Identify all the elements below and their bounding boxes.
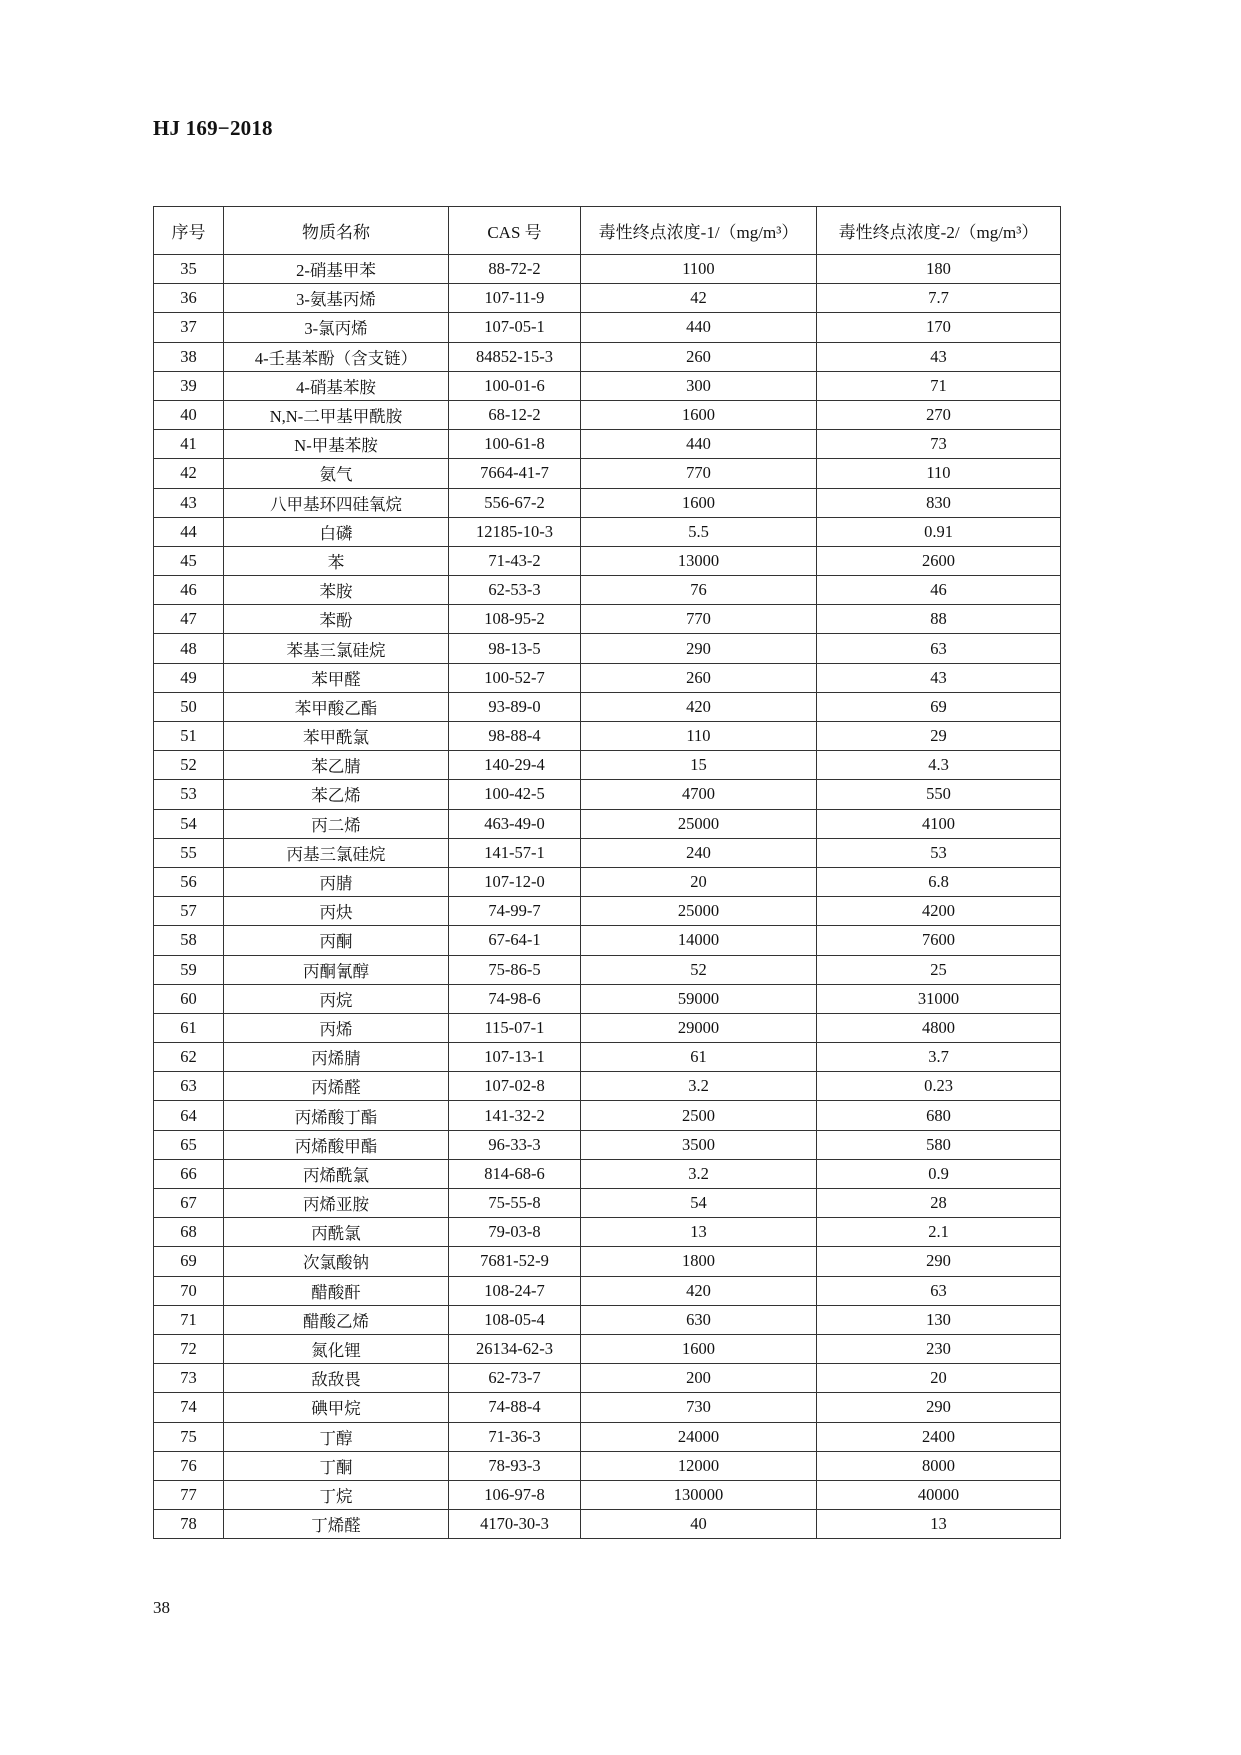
cell-cas-number: 107-12-0 <box>449 867 581 896</box>
cell-substance-name: 丙烯 <box>224 1013 449 1042</box>
cell-toxic-endpoint-2: 63 <box>817 634 1061 663</box>
cell-substance-name: 苯胺 <box>224 576 449 605</box>
cell-toxic-endpoint-1: 3.2 <box>581 1072 817 1101</box>
table-row <box>154 546 1061 575</box>
cell-substance-name: 丙酮 <box>224 926 449 955</box>
cell-cas-number: 7681-52-9 <box>449 1247 581 1276</box>
cell-toxic-endpoint-1: 25000 <box>581 809 817 838</box>
cell-cas-number: 74-99-7 <box>449 897 581 926</box>
cell-cas-number: 75-86-5 <box>449 955 581 984</box>
cell-substance-name: 醋酸乙烯 <box>224 1305 449 1334</box>
cell-serial-number: 68 <box>154 1218 224 1247</box>
toxicity-endpoint-table <box>153 206 1061 1539</box>
cell-toxic-endpoint-1: 3.2 <box>581 1159 817 1188</box>
cell-cas-number: 74-98-6 <box>449 984 581 1013</box>
cell-substance-name: 2-硝基甲苯 <box>224 255 449 284</box>
cell-cas-number: 88-72-2 <box>449 255 581 284</box>
cell-cas-number: 7664-41-7 <box>449 459 581 488</box>
cell-serial-number: 70 <box>154 1276 224 1305</box>
table-row <box>154 1247 1061 1276</box>
table-row <box>154 1159 1061 1188</box>
cell-toxic-endpoint-1: 240 <box>581 838 817 867</box>
cell-serial-number: 56 <box>154 867 224 896</box>
cell-serial-number: 49 <box>154 663 224 692</box>
cell-substance-name: 碘甲烷 <box>224 1393 449 1422</box>
cell-toxic-endpoint-1: 12000 <box>581 1451 817 1480</box>
cell-serial-number: 37 <box>154 313 224 342</box>
cell-cas-number: 141-57-1 <box>449 838 581 867</box>
page-number: 38 <box>153 1598 170 1617</box>
table-row <box>154 400 1061 429</box>
cell-serial-number: 65 <box>154 1130 224 1159</box>
cell-toxic-endpoint-2: 13 <box>817 1510 1061 1539</box>
cell-substance-name: 丙基三氯硅烷 <box>224 838 449 867</box>
cell-toxic-endpoint-2: 550 <box>817 780 1061 809</box>
table-row <box>154 371 1061 400</box>
cell-serial-number: 51 <box>154 722 224 751</box>
cell-toxic-endpoint-1: 420 <box>581 1276 817 1305</box>
cell-substance-name: 丙烯醛 <box>224 1072 449 1101</box>
cell-toxic-endpoint-1: 110 <box>581 722 817 751</box>
cell-toxic-endpoint-2: 69 <box>817 692 1061 721</box>
cell-toxic-endpoint-1: 260 <box>581 342 817 371</box>
cell-cas-number: 78-93-3 <box>449 1451 581 1480</box>
cell-serial-number: 59 <box>154 955 224 984</box>
cell-serial-number: 76 <box>154 1451 224 1480</box>
cell-substance-name: 丙二烯 <box>224 809 449 838</box>
cell-toxic-endpoint-1: 20 <box>581 867 817 896</box>
cell-cas-number: 62-73-7 <box>449 1364 581 1393</box>
cell-toxic-endpoint-1: 440 <box>581 313 817 342</box>
cell-serial-number: 62 <box>154 1043 224 1072</box>
cell-toxic-endpoint-1: 1100 <box>581 255 817 284</box>
cell-cas-number: 98-88-4 <box>449 722 581 751</box>
cell-cas-number: 74-88-4 <box>449 1393 581 1422</box>
cell-toxic-endpoint-1: 24000 <box>581 1422 817 1451</box>
cell-toxic-endpoint-1: 630 <box>581 1305 817 1334</box>
cell-toxic-endpoint-1: 130000 <box>581 1480 817 1509</box>
cell-toxic-endpoint-2: 63 <box>817 1276 1061 1305</box>
table-row <box>154 838 1061 867</box>
table-row <box>154 867 1061 896</box>
cell-cas-number: 71-36-3 <box>449 1422 581 1451</box>
table-row <box>154 255 1061 284</box>
cell-substance-name: 苯甲醛 <box>224 663 449 692</box>
cell-toxic-endpoint-2: 25 <box>817 955 1061 984</box>
cell-toxic-endpoint-2: 170 <box>817 313 1061 342</box>
cell-toxic-endpoint-1: 290 <box>581 634 817 663</box>
cell-substance-name: 丙腈 <box>224 867 449 896</box>
cell-cas-number: 68-12-2 <box>449 400 581 429</box>
cell-cas-number: 140-29-4 <box>449 751 581 780</box>
cell-toxic-endpoint-2: 28 <box>817 1189 1061 1218</box>
table-row <box>154 722 1061 751</box>
table-row <box>154 430 1061 459</box>
table-row <box>154 809 1061 838</box>
cell-substance-name: 3-氨基丙烯 <box>224 284 449 313</box>
cell-serial-number: 63 <box>154 1072 224 1101</box>
cell-substance-name: 八甲基环四硅氧烷 <box>224 488 449 517</box>
cell-serial-number: 38 <box>154 342 224 371</box>
cell-toxic-endpoint-2: 88 <box>817 605 1061 634</box>
cell-toxic-endpoint-2: 20 <box>817 1364 1061 1393</box>
cell-cas-number: 106-97-8 <box>449 1480 581 1509</box>
cell-serial-number: 75 <box>154 1422 224 1451</box>
table-row <box>154 751 1061 780</box>
table-row <box>154 1451 1061 1480</box>
cell-toxic-endpoint-2: 8000 <box>817 1451 1061 1480</box>
cell-serial-number: 41 <box>154 430 224 459</box>
cell-cas-number: 62-53-3 <box>449 576 581 605</box>
cell-substance-name: 醋酸酐 <box>224 1276 449 1305</box>
cell-toxic-endpoint-2: 4.3 <box>817 751 1061 780</box>
table-row <box>154 1072 1061 1101</box>
cell-toxic-endpoint-2: 290 <box>817 1247 1061 1276</box>
table-row <box>154 1364 1061 1393</box>
cell-substance-name: 4-壬基苯酚（含支链） <box>224 342 449 371</box>
cell-substance-name: 丁醇 <box>224 1422 449 1451</box>
cell-cas-number: 98-13-5 <box>449 634 581 663</box>
cell-toxic-endpoint-2: 2400 <box>817 1422 1061 1451</box>
cell-substance-name: 3-氯丙烯 <box>224 313 449 342</box>
cell-substance-name: 丙酰氯 <box>224 1218 449 1247</box>
cell-cas-number: 67-64-1 <box>449 926 581 955</box>
cell-serial-number: 52 <box>154 751 224 780</box>
header-toxic-endpoint-2: 毒性终点浓度-2/（mg/m³） <box>817 207 1061 255</box>
cell-toxic-endpoint-1: 14000 <box>581 926 817 955</box>
cell-cas-number: 96-33-3 <box>449 1130 581 1159</box>
cell-serial-number: 45 <box>154 546 224 575</box>
table-row <box>154 1013 1061 1042</box>
cell-serial-number: 39 <box>154 371 224 400</box>
cell-toxic-endpoint-2: 110 <box>817 459 1061 488</box>
table-row <box>154 1334 1061 1363</box>
cell-cas-number: 100-01-6 <box>449 371 581 400</box>
table-row <box>154 605 1061 634</box>
cell-toxic-endpoint-1: 25000 <box>581 897 817 926</box>
cell-toxic-endpoint-2: 43 <box>817 342 1061 371</box>
cell-toxic-endpoint-1: 54 <box>581 1189 817 1218</box>
cell-serial-number: 36 <box>154 284 224 313</box>
table-row <box>154 1480 1061 1509</box>
cell-toxic-endpoint-2: 680 <box>817 1101 1061 1130</box>
cell-cas-number: 115-07-1 <box>449 1013 581 1042</box>
cell-toxic-endpoint-1: 1800 <box>581 1247 817 1276</box>
table-row <box>154 342 1061 371</box>
cell-toxic-endpoint-2: 580 <box>817 1130 1061 1159</box>
table-row <box>154 780 1061 809</box>
table-row <box>154 1276 1061 1305</box>
cell-toxic-endpoint-1: 440 <box>581 430 817 459</box>
cell-cas-number: 107-13-1 <box>449 1043 581 1072</box>
cell-serial-number: 78 <box>154 1510 224 1539</box>
cell-cas-number: 71-43-2 <box>449 546 581 575</box>
cell-toxic-endpoint-1: 1600 <box>581 488 817 517</box>
header-serial-number: 序号 <box>154 207 224 255</box>
cell-toxic-endpoint-2: 6.8 <box>817 867 1061 896</box>
cell-toxic-endpoint-1: 42 <box>581 284 817 313</box>
cell-cas-number: 12185-10-3 <box>449 517 581 546</box>
cell-toxic-endpoint-1: 260 <box>581 663 817 692</box>
cell-toxic-endpoint-1: 770 <box>581 605 817 634</box>
cell-serial-number: 53 <box>154 780 224 809</box>
cell-serial-number: 50 <box>154 692 224 721</box>
cell-substance-name: 苯酚 <box>224 605 449 634</box>
cell-substance-name: 丙烯腈 <box>224 1043 449 1072</box>
table-row <box>154 576 1061 605</box>
cell-substance-name: 丙烯酰氯 <box>224 1159 449 1188</box>
cell-toxic-endpoint-1: 13 <box>581 1218 817 1247</box>
cell-serial-number: 73 <box>154 1364 224 1393</box>
cell-substance-name: 苯甲酸乙酯 <box>224 692 449 721</box>
cell-toxic-endpoint-1: 4700 <box>581 780 817 809</box>
cell-toxic-endpoint-1: 52 <box>581 955 817 984</box>
cell-toxic-endpoint-2: 830 <box>817 488 1061 517</box>
cell-toxic-endpoint-1: 29000 <box>581 1013 817 1042</box>
table-row <box>154 488 1061 517</box>
cell-serial-number: 44 <box>154 517 224 546</box>
table-row <box>154 1422 1061 1451</box>
cell-cas-number: 141-32-2 <box>449 1101 581 1130</box>
cell-toxic-endpoint-2: 73 <box>817 430 1061 459</box>
table-row <box>154 955 1061 984</box>
cell-cas-number: 556-67-2 <box>449 488 581 517</box>
cell-cas-number: 4170-30-3 <box>449 1510 581 1539</box>
cell-toxic-endpoint-1: 5.5 <box>581 517 817 546</box>
table-row <box>154 517 1061 546</box>
cell-toxic-endpoint-1: 200 <box>581 1364 817 1393</box>
cell-substance-name: 丙炔 <box>224 897 449 926</box>
cell-toxic-endpoint-2: 180 <box>817 255 1061 284</box>
cell-substance-name: 敌敌畏 <box>224 1364 449 1393</box>
document-code: HJ 169−2018 <box>153 116 273 140</box>
cell-toxic-endpoint-2: 270 <box>817 400 1061 429</box>
table-row <box>154 1101 1061 1130</box>
cell-substance-name: 丙烯酸丁酯 <box>224 1101 449 1130</box>
cell-toxic-endpoint-1: 420 <box>581 692 817 721</box>
cell-toxic-endpoint-2: 53 <box>817 838 1061 867</box>
cell-serial-number: 74 <box>154 1393 224 1422</box>
cell-toxic-endpoint-2: 46 <box>817 576 1061 605</box>
cell-toxic-endpoint-1: 76 <box>581 576 817 605</box>
cell-serial-number: 35 <box>154 255 224 284</box>
cell-toxic-endpoint-2: 4200 <box>817 897 1061 926</box>
cell-serial-number: 43 <box>154 488 224 517</box>
cell-substance-name: 氨气 <box>224 459 449 488</box>
cell-toxic-endpoint-1: 730 <box>581 1393 817 1422</box>
cell-toxic-endpoint-2: 290 <box>817 1393 1061 1422</box>
cell-serial-number: 46 <box>154 576 224 605</box>
cell-serial-number: 47 <box>154 605 224 634</box>
cell-toxic-endpoint-1: 59000 <box>581 984 817 1013</box>
cell-cas-number: 108-95-2 <box>449 605 581 634</box>
cell-toxic-endpoint-2: 0.91 <box>817 517 1061 546</box>
table-row <box>154 1130 1061 1159</box>
cell-toxic-endpoint-2: 3.7 <box>817 1043 1061 1072</box>
cell-serial-number: 61 <box>154 1013 224 1042</box>
table-row <box>154 313 1061 342</box>
cell-toxic-endpoint-1: 2500 <box>581 1101 817 1130</box>
cell-substance-name: 苯基三氯硅烷 <box>224 634 449 663</box>
cell-toxic-endpoint-1: 40 <box>581 1510 817 1539</box>
cell-toxic-endpoint-2: 4100 <box>817 809 1061 838</box>
cell-substance-name: 丙烯酸甲酯 <box>224 1130 449 1159</box>
cell-toxic-endpoint-2: 29 <box>817 722 1061 751</box>
table-row <box>154 284 1061 313</box>
header-cas-number: CAS 号 <box>449 207 581 255</box>
table-row <box>154 634 1061 663</box>
cell-toxic-endpoint-1: 15 <box>581 751 817 780</box>
table-row <box>154 1393 1061 1422</box>
table-row <box>154 926 1061 955</box>
cell-cas-number: 75-55-8 <box>449 1189 581 1218</box>
cell-substance-name: 丁烷 <box>224 1480 449 1509</box>
header-substance-name: 物质名称 <box>224 207 449 255</box>
cell-substance-name: 丙烷 <box>224 984 449 1013</box>
cell-toxic-endpoint-2: 4800 <box>817 1013 1061 1042</box>
cell-serial-number: 64 <box>154 1101 224 1130</box>
cell-cas-number: 100-52-7 <box>449 663 581 692</box>
table-header-row <box>154 207 1061 255</box>
table-row <box>154 1305 1061 1334</box>
cell-cas-number: 814-68-6 <box>449 1159 581 1188</box>
cell-toxic-endpoint-2: 7.7 <box>817 284 1061 313</box>
cell-toxic-endpoint-2: 2.1 <box>817 1218 1061 1247</box>
cell-substance-name: 苯 <box>224 546 449 575</box>
table-row <box>154 692 1061 721</box>
cell-toxic-endpoint-2: 230 <box>817 1334 1061 1363</box>
cell-substance-name: 白磷 <box>224 517 449 546</box>
cell-cas-number: 463-49-0 <box>449 809 581 838</box>
cell-serial-number: 67 <box>154 1189 224 1218</box>
cell-serial-number: 42 <box>154 459 224 488</box>
cell-cas-number: 79-03-8 <box>449 1218 581 1247</box>
cell-cas-number: 100-42-5 <box>449 780 581 809</box>
cell-serial-number: 57 <box>154 897 224 926</box>
cell-serial-number: 69 <box>154 1247 224 1276</box>
cell-cas-number: 107-02-8 <box>449 1072 581 1101</box>
cell-toxic-endpoint-1: 3500 <box>581 1130 817 1159</box>
cell-toxic-endpoint-1: 61 <box>581 1043 817 1072</box>
cell-serial-number: 48 <box>154 634 224 663</box>
cell-substance-name: N-甲基苯胺 <box>224 430 449 459</box>
cell-serial-number: 55 <box>154 838 224 867</box>
cell-toxic-endpoint-2: 0.23 <box>817 1072 1061 1101</box>
cell-toxic-endpoint-2: 43 <box>817 663 1061 692</box>
cell-substance-name: 丙酮氰醇 <box>224 955 449 984</box>
cell-toxic-endpoint-1: 13000 <box>581 546 817 575</box>
cell-cas-number: 108-05-4 <box>449 1305 581 1334</box>
cell-serial-number: 72 <box>154 1334 224 1363</box>
cell-cas-number: 93-89-0 <box>449 692 581 721</box>
cell-substance-name: N,N-二甲基甲酰胺 <box>224 400 449 429</box>
table-row <box>154 663 1061 692</box>
cell-toxic-endpoint-2: 7600 <box>817 926 1061 955</box>
cell-substance-name: 丁酮 <box>224 1451 449 1480</box>
cell-serial-number: 66 <box>154 1159 224 1188</box>
cell-substance-name: 丁烯醛 <box>224 1510 449 1539</box>
table-row <box>154 459 1061 488</box>
cell-substance-name: 4-硝基苯胺 <box>224 371 449 400</box>
cell-toxic-endpoint-1: 300 <box>581 371 817 400</box>
cell-serial-number: 77 <box>154 1480 224 1509</box>
cell-toxic-endpoint-2: 31000 <box>817 984 1061 1013</box>
cell-toxic-endpoint-2: 2600 <box>817 546 1061 575</box>
cell-cas-number: 84852-15-3 <box>449 342 581 371</box>
cell-toxic-endpoint-2: 130 <box>817 1305 1061 1334</box>
cell-serial-number: 71 <box>154 1305 224 1334</box>
cell-substance-name: 苯甲酰氯 <box>224 722 449 751</box>
cell-substance-name: 氮化锂 <box>224 1334 449 1363</box>
cell-cas-number: 108-24-7 <box>449 1276 581 1305</box>
cell-cas-number: 26134-62-3 <box>449 1334 581 1363</box>
cell-cas-number: 107-05-1 <box>449 313 581 342</box>
table-row <box>154 1189 1061 1218</box>
cell-cas-number: 100-61-8 <box>449 430 581 459</box>
cell-toxic-endpoint-1: 1600 <box>581 400 817 429</box>
cell-serial-number: 40 <box>154 400 224 429</box>
cell-substance-name: 丙烯亚胺 <box>224 1189 449 1218</box>
table-row <box>154 1043 1061 1072</box>
cell-serial-number: 54 <box>154 809 224 838</box>
table-row <box>154 897 1061 926</box>
cell-toxic-endpoint-1: 770 <box>581 459 817 488</box>
cell-substance-name: 次氯酸钠 <box>224 1247 449 1276</box>
cell-serial-number: 58 <box>154 926 224 955</box>
cell-toxic-endpoint-2: 71 <box>817 371 1061 400</box>
cell-substance-name: 苯乙腈 <box>224 751 449 780</box>
table-row <box>154 1510 1061 1539</box>
cell-serial-number: 60 <box>154 984 224 1013</box>
cell-cas-number: 107-11-9 <box>449 284 581 313</box>
table-row <box>154 1218 1061 1247</box>
cell-substance-name: 苯乙烯 <box>224 780 449 809</box>
header-toxic-endpoint-1: 毒性终点浓度-1/（mg/m³） <box>581 207 817 255</box>
table-row <box>154 984 1061 1013</box>
cell-toxic-endpoint-2: 0.9 <box>817 1159 1061 1188</box>
cell-toxic-endpoint-1: 1600 <box>581 1334 817 1363</box>
table-body <box>154 255 1061 1539</box>
cell-toxic-endpoint-2: 40000 <box>817 1480 1061 1509</box>
